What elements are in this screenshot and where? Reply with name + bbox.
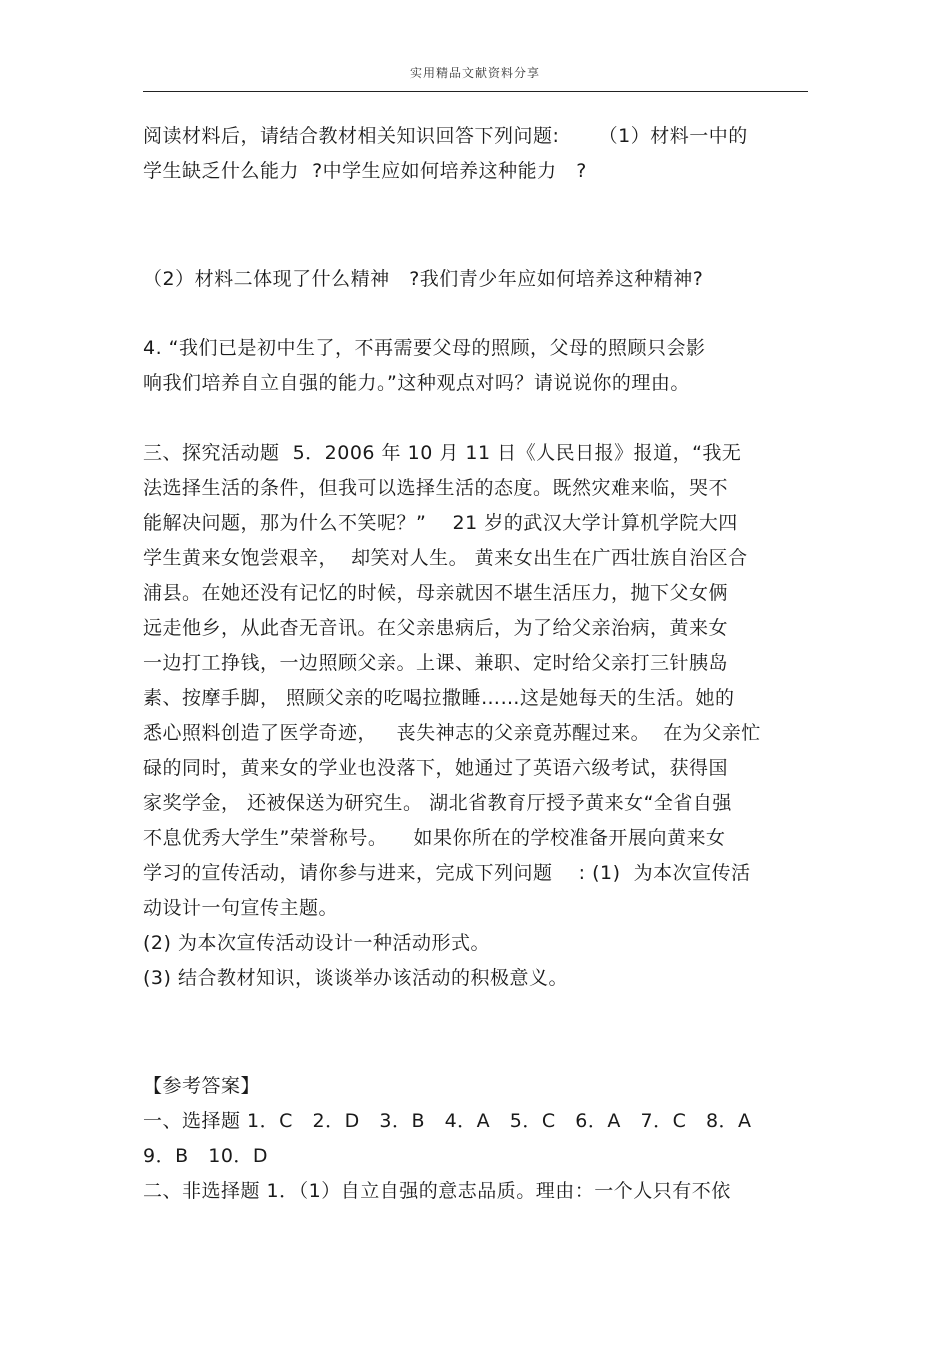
text-line: 家奖学金， 还被保送为研究生。 湖北省教育厅授予黄来女“全省自强 [143, 792, 732, 814]
text-line: 碌的同时，黄来女的学业也没落下，她通过了英语六级考试，获得国 [143, 757, 729, 779]
text-line: 不息优秀大学生”荣誉称号。 如果你所在的学校准备开展向黄来女 [143, 827, 726, 849]
text-line: 4. “我们已是初中生了，不再需要父母的照顾，父母的照顾只会影 [143, 337, 706, 359]
text-line: 素、按摩手脚， 照顾父亲的吃喝拉撒睡……这是她每天的生活。她的 [143, 687, 735, 709]
text-line: 响我们培养自立自强的能力。”这种观点对吗？请说说你的理由。 [143, 372, 690, 394]
text-line: 悉心照料创造了医学奇迹， 丧失神志的父亲竟苏醒过来。 在为父亲忙 [143, 722, 761, 744]
text-line: 法选择生活的条件，但我可以选择生活的态度。既然灾难来临，哭不 [143, 477, 729, 499]
text-line: 二、非选择题 1．（1）自立自强的意志品质。理由：一个人只有不依 [143, 1180, 731, 1202]
answer-heading: 【参考答案】 [143, 1075, 261, 1097]
page-header: 实用精品文献资料分享 [409, 66, 540, 80]
text-line: (2) 为本次宣传活动设计一种活动形式。 [143, 932, 490, 954]
text-line: (3) 结合教材知识，谈谈举办该活动的积极意义。 [143, 967, 568, 989]
text-line: 9．B 10．D [143, 1145, 269, 1167]
text-line: 远走他乡，从此杳无音讯。在父亲患病后，为了给父亲治病，黄来女 [143, 617, 729, 639]
header-divider [143, 91, 808, 92]
text-line: 浦县。在她还没有记忆的时候，母亲就因不堪生活压力，抛下父女俩 [143, 582, 729, 604]
text-line: 阅读材料后，请结合教材相关知识回答下列问题: （1）材料一中的 [143, 125, 748, 147]
text-line: 一、选择题 1．C 2．D 3．B 4．A 5．C 6．A 7．C 8．A [143, 1110, 752, 1132]
text-line: （2）材料二体现了什么精神 ?我们青少年应如何培养这种精神? [143, 268, 704, 290]
text-line: 学习的宣传活动，请你参与进来，完成下列问题 : (1) 为本次宣传活 [143, 862, 751, 884]
text-line: 一边打工挣钱，一边照顾父亲。上课、兼职、定时给父亲打三针胰岛 [143, 652, 729, 674]
text-line: 动设计一句宣传主题。 [143, 897, 339, 919]
text-line: 学生缺乏什么能力 ?中学生应如何培养这种能力 ? [143, 160, 587, 182]
text-line: 三、探究活动题 5．2006 年 10 月 11 日《人民日报》报道，“我无 [143, 442, 742, 464]
text-line: 能解决问题，那为什么不笑呢？” 21 岁的武汉大学计算机学院大四 [143, 512, 738, 534]
text-line: 学生黄来女饱尝艰辛， 却笑对人生。 黄来女出生在广西壮族自治区合 [143, 547, 748, 569]
